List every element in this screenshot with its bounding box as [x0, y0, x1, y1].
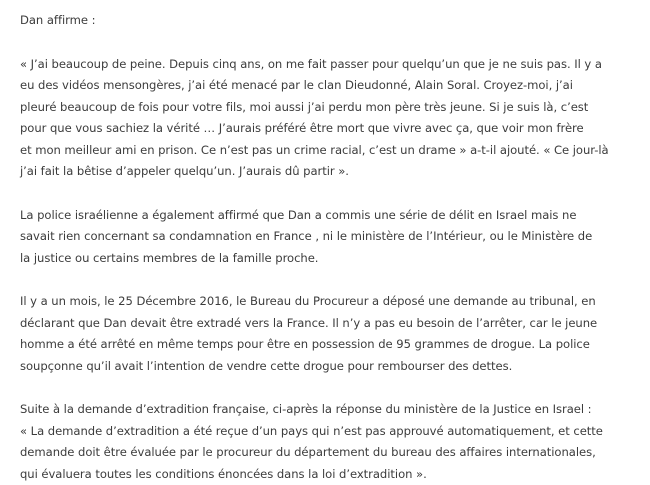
prosecutor-paragraph — [20, 291, 648, 377]
paragraph-line: pour que vous sachiez la vérité … J’aurais préféré être mort que vivre avec ça, que voir mon frère — [20, 118, 648, 140]
quote-paragraph — [20, 54, 648, 183]
paragraph-line: Il y a un mois, le 25 Décembre 2016, le Bureau du Procureur a déposé une demande au tribunal, en — [20, 291, 648, 313]
article-lead: Dan affirme : — [20, 10, 648, 32]
ministry-paragraph — [20, 399, 648, 485]
paragraph-line: eu des vidéos mensongères, j’ai été menacé par le clan Dieudonné, Alain Soral. Croyez-moi, j’ai — [20, 75, 648, 97]
paragraph-line: qui évaluera toutes les conditions énoncées dans la loi d’extradition ». — [20, 464, 648, 485]
paragraph-line: Suite à la demande d’extradition française, ci-après la réponse du ministère de la Justice en Israel : — [20, 399, 648, 421]
paragraph-line: savait rien concernant sa condamnation en France , ni le ministère de l’Intérieur, ou le Ministère de — [20, 226, 648, 248]
paragraph-line: j’ai fait la bêtise d’appeler quelqu’un. J’aurais dû partir ». — [20, 161, 648, 183]
paragraph-line: et mon meilleur ami en prison. Ce n’est pas un crime racial, c’est un drame » a-t-il ajouté. « Ce jour-là — [20, 140, 648, 162]
paragraph-line: déclarant que Dan devait être extradé vers la France. Il n’y a pas eu besoin de l’arrêter, car le jeune — [20, 313, 648, 335]
paragraph-line: demande doit être évaluée par le procureur du département du bureau des affaires internationales, — [20, 442, 648, 464]
paragraph-line: La police israélienne a également affirmé que Dan a commis une série de délit en Israel mais ne — [20, 205, 648, 227]
paragraph-line: homme a été arrêté en même temps pour être en possession de 95 grammes de drogue. La police — [20, 334, 648, 356]
paragraph-line: pleuré beaucoup de fois pour votre fils, moi aussi j’ai perdu mon père très jeune. Si je suis là, c’est — [20, 97, 648, 119]
paragraph-line: « La demande d’extradition a été reçue d’un pays qui n’est pas approuvé automatiquement, et cette — [20, 421, 648, 443]
police-paragraph — [20, 205, 648, 270]
paragraph-line: soupçonne qu’il avait l’intention de vendre cette drogue pour rembourser des dettes. — [20, 356, 648, 378]
paragraph-line: la justice ou certains membres de la famille proche. — [20, 248, 648, 270]
paragraph-line: « J’ai beaucoup de peine. Depuis cinq ans, on me fait passer pour quelqu’un que je ne suis pas. Il y a — [20, 54, 648, 76]
